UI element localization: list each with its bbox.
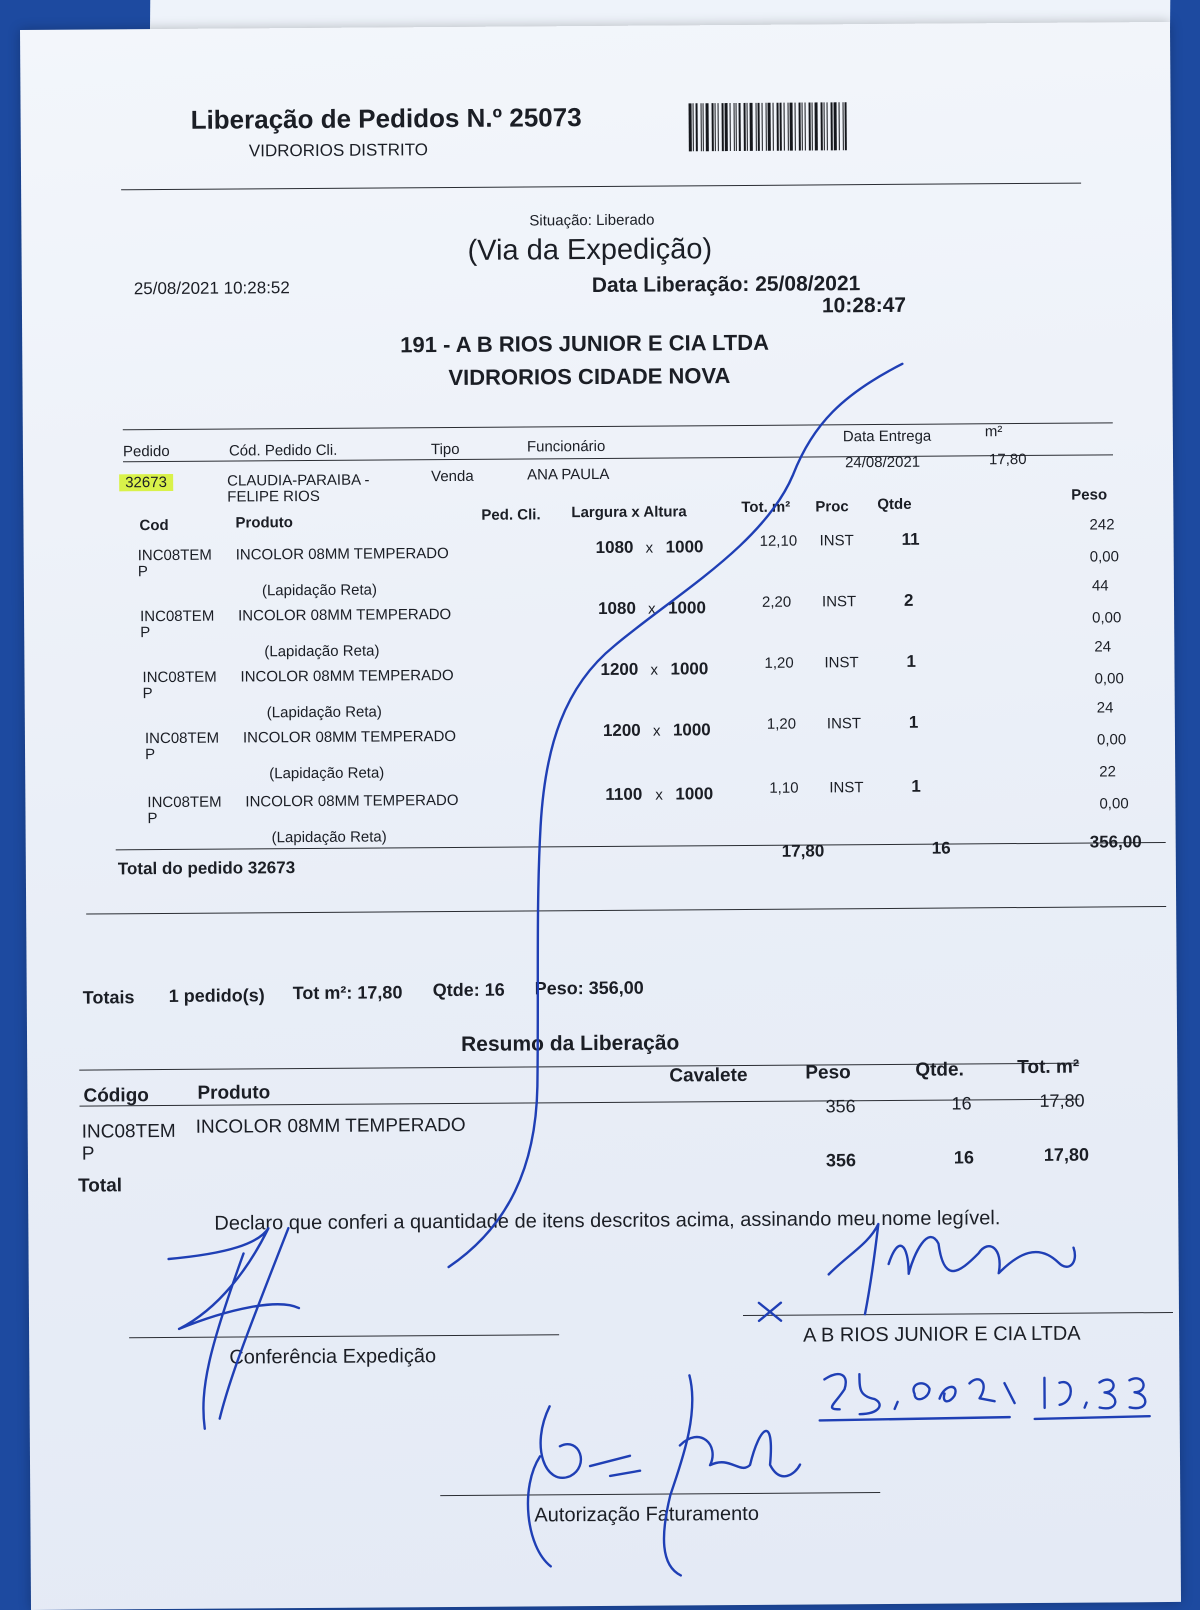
order-total-m2: 17,80 — [781, 841, 825, 861]
summary-total-m2: 17,80 — [1043, 1144, 1089, 1165]
items-col-cod: Cod — [139, 516, 169, 535]
autorizacao-label: Autorização Faturamento — [534, 1502, 760, 1527]
item-weight: 24 — [1094, 637, 1112, 656]
issuer-company: VIDRORIOS DISTRITO — [248, 140, 429, 161]
order-m2: 17,80 — [988, 450, 1027, 469]
delivery-date: 24/08/2021 — [844, 453, 921, 472]
item-weight-2: 0,00 — [1099, 795, 1129, 813]
summary-row-code-2: P — [81, 1143, 95, 1165]
totals-qtde: Qtde: 16 — [432, 979, 505, 1001]
item-height: 1000 — [665, 537, 704, 557]
item-weight-2: 0,00 — [1096, 731, 1127, 749]
item-x-separator: x — [647, 600, 656, 618]
col-tipo: Tipo — [430, 440, 460, 459]
col-funcionario: Funcionário — [526, 437, 606, 456]
items-col-proc: Proc — [815, 498, 849, 516]
item-code-suffix: P — [137, 563, 148, 581]
conferencia-signature — [168, 1228, 299, 1429]
order-number: 32673 — [119, 474, 173, 491]
autorizacao-signature — [527, 1375, 801, 1577]
summary-total-weight: 356 — [825, 1150, 857, 1171]
item-x-separator: x — [652, 722, 661, 740]
col-cod-cli: Cód. Pedido Cli. — [228, 441, 338, 460]
order-total-peso: 356,00 — [1089, 832, 1142, 852]
totals-orders: 1 pedido(s) — [168, 985, 265, 1006]
col-pedido: Pedido — [122, 442, 170, 461]
summary-row-code: INC08TEM — [81, 1120, 176, 1143]
item-qtde: 1 — [906, 651, 916, 671]
item-proc: INST — [819, 532, 854, 550]
summary-col-codigo: Código — [83, 1085, 149, 1107]
item-weight-2: 0,00 — [1092, 609, 1122, 627]
item-note: (Lapidação Reta) — [264, 642, 380, 661]
summary-col-cavalete: Cavalete — [669, 1064, 748, 1087]
item-code-suffix: P — [142, 684, 153, 702]
release-date: Data Liberação: 25/08/2021 — [591, 272, 861, 298]
item-code: INC08TEM — [140, 607, 215, 625]
client-order-code: CLAUDIA-PARAIBA - — [227, 471, 370, 490]
item-note: (Lapidação Reta) — [271, 828, 387, 847]
customer-signature — [828, 1223, 1075, 1315]
item-product: INCOLOR 08MM TEMPERADO — [242, 728, 457, 747]
summary-total-qtde: 16 — [953, 1147, 974, 1168]
summary-col-peso: Peso — [805, 1062, 851, 1084]
order-total-label: Total do pedido 32673 — [117, 858, 296, 879]
customer-signature-label: A B RIOS JUNIOR E CIA LTDA — [803, 1322, 1081, 1347]
item-x-separator: x — [645, 539, 654, 557]
conferencia-label: Conferência Expedição — [229, 1345, 437, 1369]
signature-x-mark — [759, 1303, 781, 1321]
totals-weight: Peso: 356,00 — [534, 977, 644, 999]
summary-row-weight: 356 — [825, 1096, 856, 1117]
item-code: INC08TEM — [147, 793, 222, 812]
item-note: (Lapidação Reta) — [266, 703, 382, 721]
handwritten-date — [824, 1372, 1145, 1414]
item-note: (Lapidação Reta) — [269, 764, 385, 783]
item-code-suffix: P — [145, 746, 156, 764]
item-width: 1100 — [605, 784, 643, 805]
release-document — [20, 22, 1181, 1610]
order-total-qtde: 16 — [931, 838, 951, 858]
item-code: INC08TEM — [137, 546, 212, 565]
item-tot-m2: 1,20 — [766, 715, 797, 734]
item-tot-m2: 2,20 — [761, 593, 792, 611]
copy-type: (Via da Expedição) — [467, 233, 713, 267]
handwritten-date-underline — [820, 1416, 1150, 1420]
col-data-entrega: Data Entrega — [842, 427, 932, 446]
item-height: 1000 — [672, 720, 711, 740]
item-note: (Lapidação Reta) — [261, 581, 378, 600]
item-proc: INST — [821, 592, 857, 611]
item-weight: 22 — [1099, 763, 1116, 781]
summary-col-tot-m2: Tot. m² — [1017, 1056, 1080, 1079]
item-code: INC08TEM — [144, 730, 220, 748]
item-tot-m2: 12,10 — [759, 532, 798, 550]
employee: ANA PAULA — [527, 465, 610, 484]
item-height: 1000 — [675, 784, 714, 804]
item-weight: 242 — [1089, 516, 1115, 534]
order-type: Venda — [431, 467, 474, 486]
ink-stroke-mark — [442, 364, 908, 1267]
totals-m2: Tot m²: 17,80 — [292, 982, 403, 1004]
declaration-text: Declaro que conferi a quantidade de itens descritos acima, assinando meu nome legível. — [214, 1207, 1001, 1235]
col-m2: m² — [984, 423, 1003, 441]
summary-row-product: INCOLOR 08MM TEMPERADO — [195, 1114, 466, 1138]
item-height: 1000 — [670, 658, 709, 679]
items-col-qtde: Qtde — [877, 495, 912, 514]
item-product: INCOLOR 08MM TEMPERADO — [235, 545, 449, 564]
item-proc: INST — [829, 779, 864, 797]
item-code-suffix: P — [140, 623, 151, 641]
items-col-ped-cli: Ped. Cli. — [481, 506, 541, 524]
item-weight-2: 0,00 — [1089, 548, 1119, 566]
items-col-tot-m2: Tot. m² — [741, 498, 791, 516]
handwriting-overlay — [20, 22, 1181, 1610]
item-qtde: 11 — [901, 529, 920, 549]
item-height: 1000 — [667, 598, 706, 618]
item-qtde: 2 — [903, 590, 914, 610]
item-product: INCOLOR 08MM TEMPERADO — [240, 666, 454, 686]
item-width: 1080 — [597, 598, 636, 618]
summary-col-qtde: Qtde. — [915, 1059, 964, 1081]
items-col-peso: Peso — [1071, 486, 1108, 504]
item-code-suffix: P — [147, 810, 158, 828]
summary-row-qtde: 16 — [951, 1093, 972, 1114]
items-col-dims: Largura x Altura — [571, 503, 687, 522]
item-width: 1200 — [602, 721, 641, 741]
item-weight-2: 0,00 — [1094, 669, 1124, 688]
totals-label: Totais — [82, 987, 135, 1008]
item-weight: 44 — [1091, 577, 1109, 595]
items-col-produto: Produto — [235, 514, 294, 532]
item-code: INC08TEM — [142, 668, 217, 686]
item-x-separator: x — [650, 661, 659, 679]
item-width: 1200 — [600, 659, 639, 679]
release-time: 10:28:47 — [821, 293, 907, 318]
item-proc: INST — [826, 715, 862, 733]
item-qtde: 1 — [908, 713, 919, 733]
summary-total-label: Total — [77, 1175, 123, 1197]
item-proc: INST — [824, 653, 859, 671]
summary-col-produto: Produto — [197, 1082, 271, 1104]
client-order-code-2: FELIPE RIOS — [227, 487, 320, 506]
summary-row-m2: 17,80 — [1039, 1090, 1085, 1111]
item-x-separator: x — [655, 786, 663, 804]
item-weight: 24 — [1096, 699, 1114, 717]
item-product: INCOLOR 08MM TEMPERADO — [245, 792, 459, 811]
customer-store: VIDRORIOS CIDADE NOVA — [448, 363, 731, 391]
status-text: Situação: Liberado — [529, 211, 655, 230]
item-width: 1080 — [595, 537, 634, 557]
document-title: Liberação de Pedidos N.º 25073 — [190, 102, 582, 135]
customer-name: 191 - A B RIOS JUNIOR E CIA LTDA — [400, 329, 770, 358]
item-product: INCOLOR 08MM TEMPERADO — [238, 605, 452, 625]
item-tot-m2: 1,20 — [764, 654, 794, 672]
item-tot-m2: 1,10 — [769, 779, 799, 797]
print-timestamp: 25/08/2021 10:28:52 — [133, 278, 290, 299]
summary-title: Resumo da Liberação — [461, 1031, 680, 1056]
item-qtde: 1 — [911, 776, 921, 796]
